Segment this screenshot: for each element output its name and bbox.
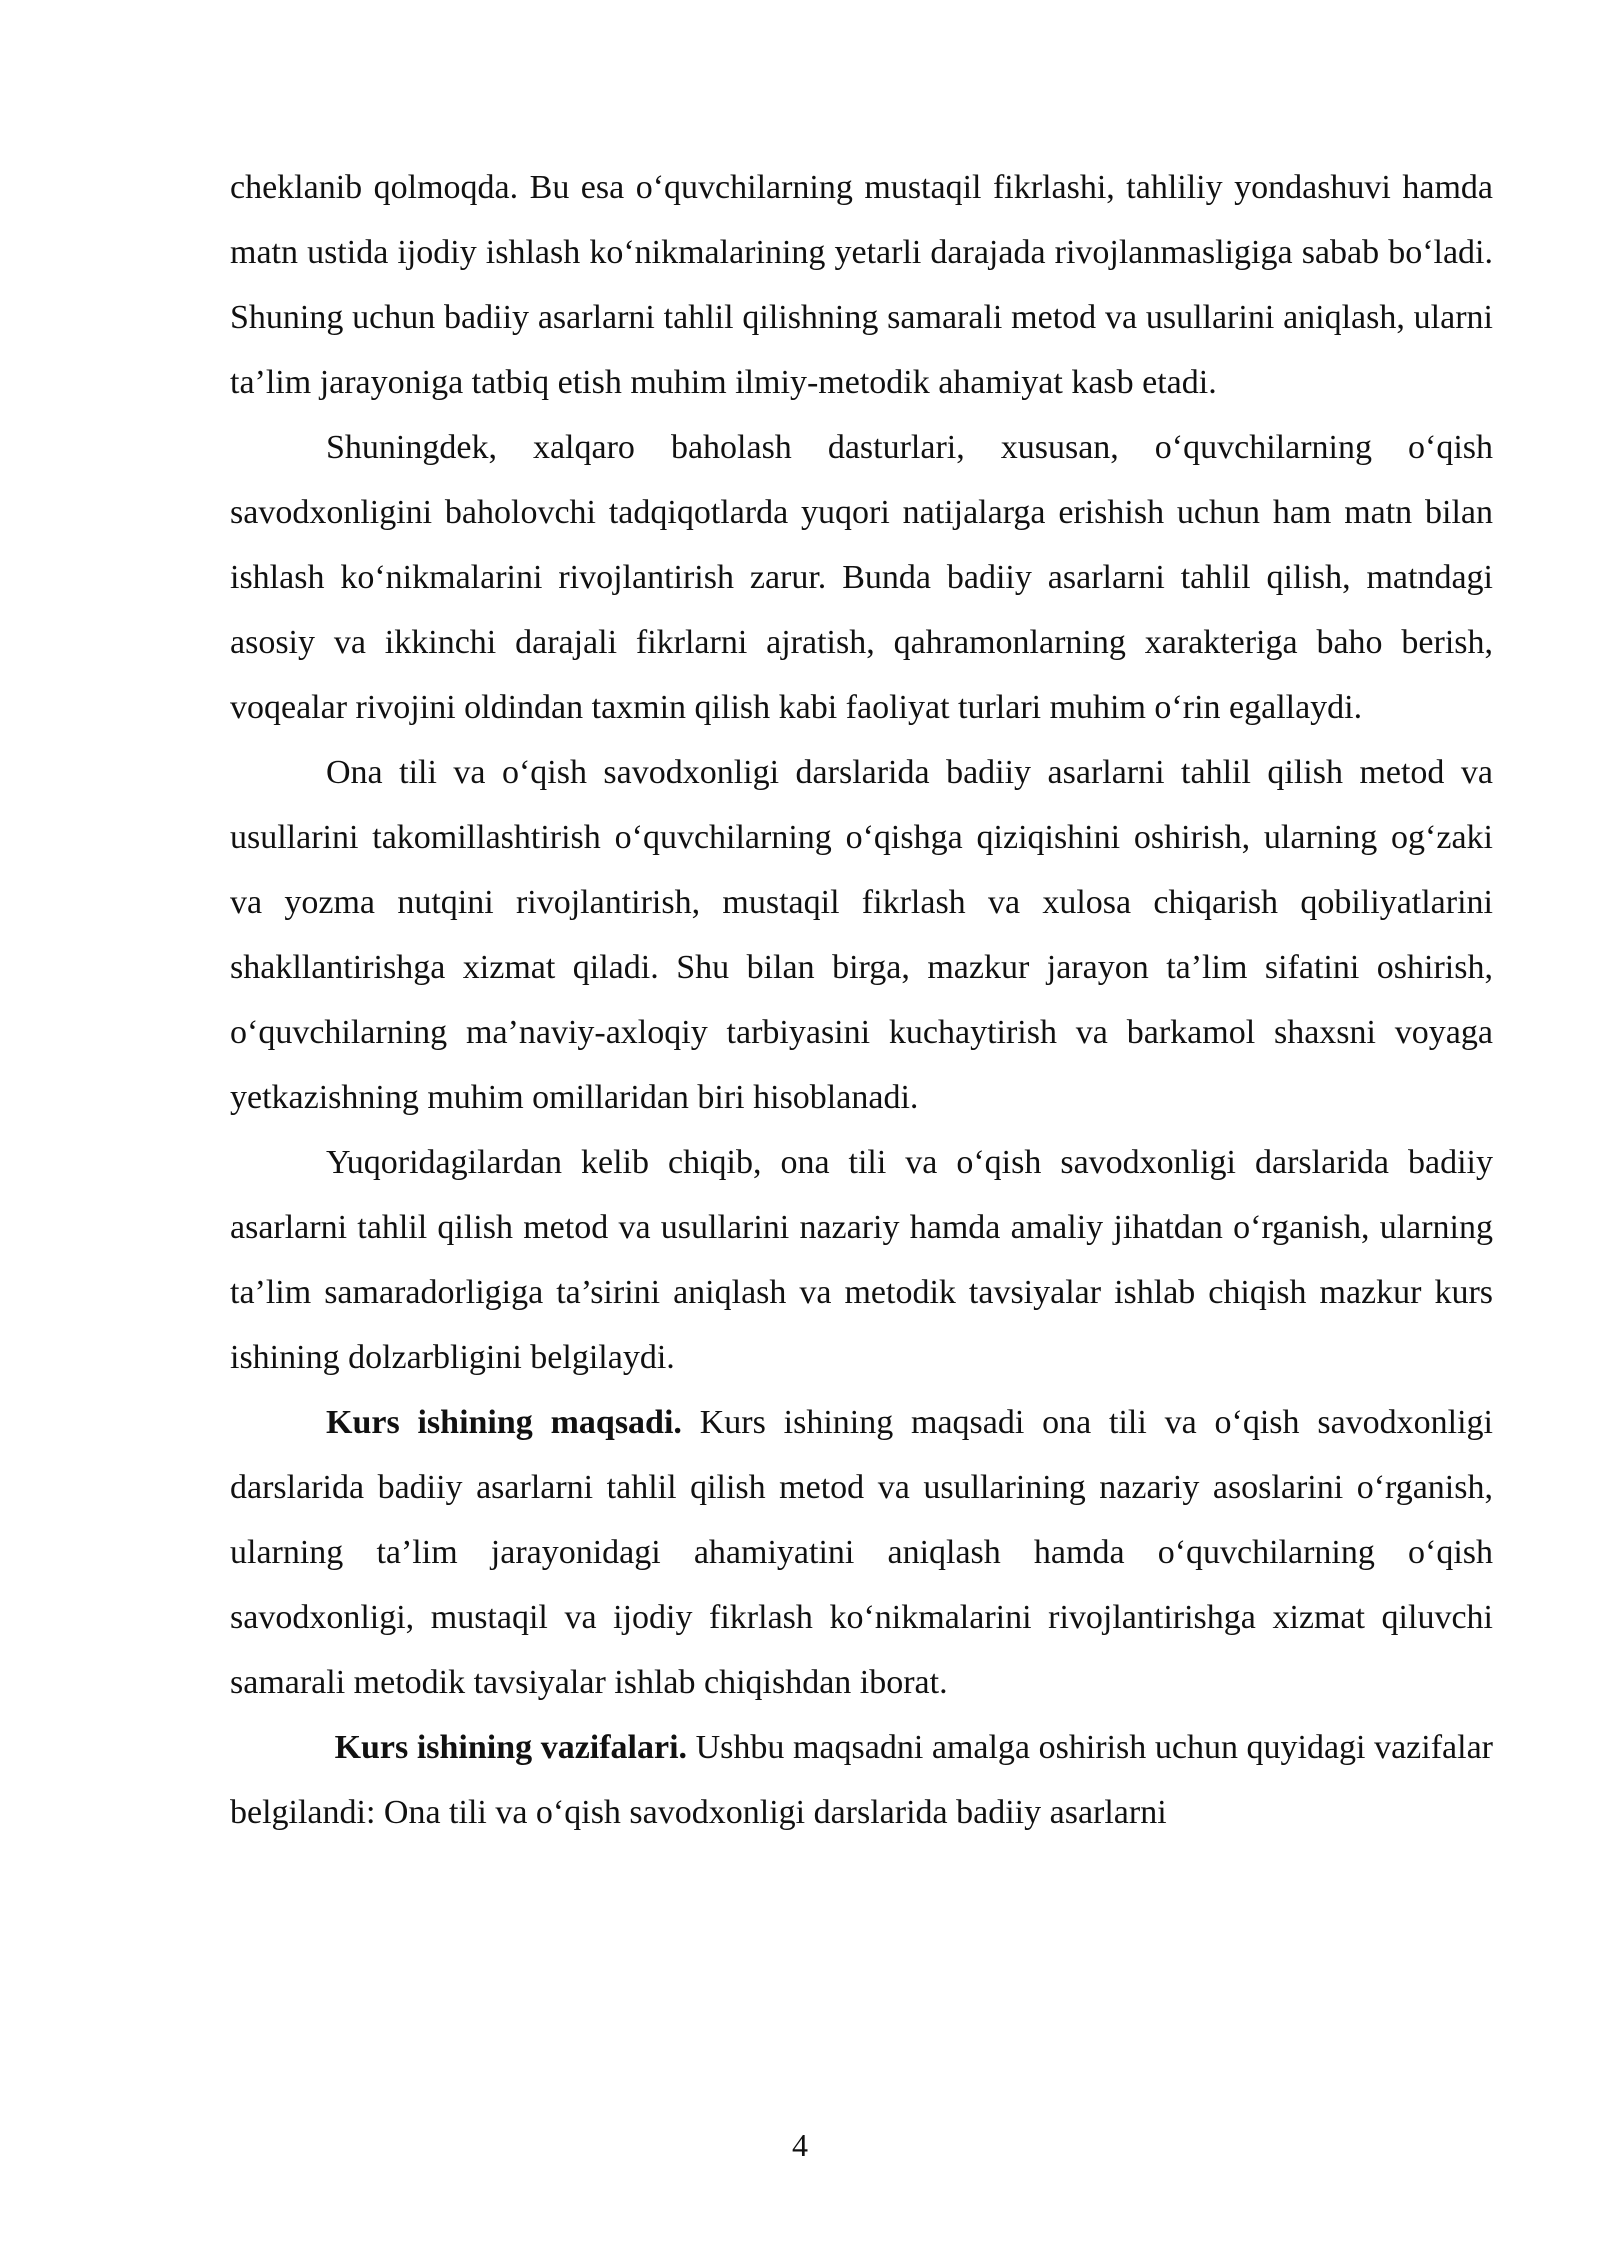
paragraph-1 [230, 155, 1493, 415]
paragraph-tasks [230, 1715, 1493, 1845]
goal-heading: Kurs ishining maqsadi. [326, 1404, 682, 1441]
paragraph-2-text: Shuningdek, xalqaro baholash dasturlari, xususan, o‘quvchilarning o‘qish savodxonligini baholovchi tadqiqotlarda yuqori natijalarga erishish uchun ham matn bilan ishlash ko‘nikmalarini rivojlantirish zarur. Bunda badiiy asarlarni tahlil qilish, matndagi asosiy va ikkinchi darajali fikrlarni ajratish, qahramonlarning xarakteriga baho berish, voqealar rivojini oldindan taxmin qilish kabi faoliyat turlari muhim o‘rin egallaydi. [230, 429, 1493, 726]
paragraph-2 [230, 415, 1493, 740]
paragraph-4 [230, 1130, 1493, 1390]
tasks-heading: Kurs ishining vazifalari. [326, 1729, 688, 1766]
paragraph-1-text: cheklanib qolmoqda. Bu esa o‘quvchilarning mustaqil fikrlashi, tahliliy yondashuvi hamda matn ustida ijodiy ishlash ko‘nikmalarining yetarli darajada rivojlanmasligiga sabab bo‘ladi. Shuning uchun badiiy asarlarni tahlil qilishning samarali metod va usullarini aniqlash, ularni ta’lim jarayoniga tatbiq etish muhim ilmiy-metodik ahamiyat kasb etadi. [230, 169, 1493, 401]
goal-text: Kurs ishining maqsadi ona tili va o‘qish savodxonligi darslarida badiiy asarlarni tahlil qilish metod va usullarining nazariy asoslarini o‘rganish, ularning ta’lim jarayonidagi ahamiyatini aniqlash hamda o‘quvchilarning o‘qish savodxonligi, mustaqil va ijodiy fikrlash ko‘nikmalarini rivojlantirishga xizmat qiluvchi samarali metodik tavsiyalar ishlab chiqishdan iborat. [230, 1404, 1493, 1701]
paragraph-3 [230, 740, 1493, 1130]
body-text [230, 155, 1493, 1845]
tasks-text: Ushbu maqsadni amalga oshirish uchun quyidagi vazifalar belgilandi: Ona tili va o‘qish savodxonligi darslarida badiiy asarlarni [230, 1729, 1493, 1831]
paragraph-4-text: Yuqoridagilardan kelib chiqib, ona tili va o‘qish savodxonligi darslarida badiiy asarlarni tahlil qilish metod va usullarini nazariy hamda amaliy jihatdan o‘rganish, ularning ta’lim samaradorligiga ta’sirini aniqlash va metodik tavsiyalar ishlab chiqish mazkur kurs ishining dolzarbligini belgilaydi. [230, 1144, 1493, 1376]
page-number: 4 [792, 2127, 808, 2163]
paragraph-goal [230, 1390, 1493, 1715]
paragraph-3-text: Ona tili va o‘qish savodxonligi darslarida badiiy asarlarni tahlil qilish metod va usullarini takomillashtirish o‘quvchilarning o‘qishga qiziqishini oshirish, ularning og‘zaki va yozma nutqini rivojlantirish, mustaqil fikrlash va xulosa chiqarish qobiliyatlarini shakllantirishga xizmat qiladi. Shu bilan birga, mazkur jarayon ta’lim sifatini oshirish, o‘quvchilarning ma’naviy-axloqiy tarbiyasini kuchaytirish va barkamol shaxsni voyaga yetkazishning muhim omillaridan biri hisoblanadi. [230, 754, 1493, 1116]
